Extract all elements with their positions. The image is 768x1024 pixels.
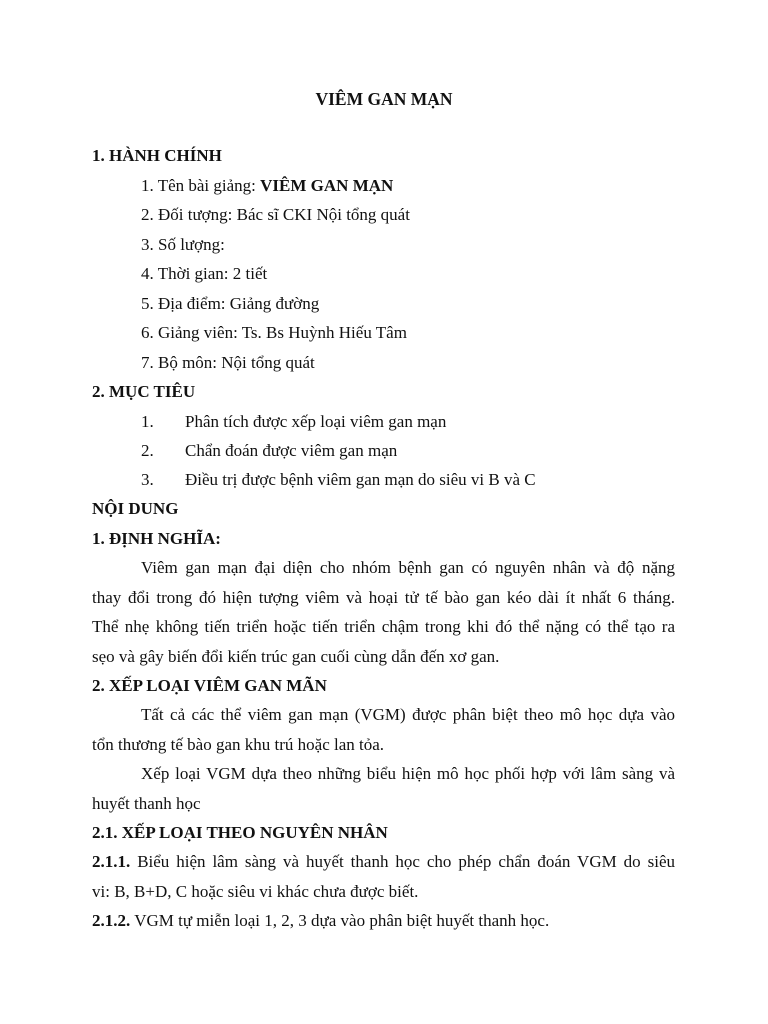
paragraph-line: Thể nhẹ không tiến triển hoặc tiến triển chậm trong khi đó thể nặng có thể tạo ra	[92, 617, 675, 636]
objective-number: 3.	[141, 470, 154, 489]
paragraph-line: huyết thanh học	[92, 794, 201, 813]
admin-item-duration: 4. Thời gian: 2 tiết	[141, 264, 268, 283]
admin-item-label: 1. Tên bài giảng:	[141, 176, 261, 195]
paragraph-line: sẹo và gây biến đổi kiến trúc gan cuối cùng dẫn đến xơ gan.	[92, 647, 500, 666]
admin-item-lecture-name	[141, 175, 393, 197]
subsection-text: VGM tự miễn loại 1, 2, 3 dựa vào phân biệt huyết thanh học.	[130, 911, 550, 930]
objective-text: Phân tích được xếp loại viêm gan mạn	[185, 412, 447, 431]
objective-item	[141, 411, 446, 433]
objective-number: 1.	[141, 412, 154, 431]
objective-text: Chẩn đoán được viêm gan mạn	[185, 441, 398, 460]
section-heading-by-cause: 2.1. XẾP LOẠI THEO NGUYÊN NHÂN	[92, 823, 388, 842]
admin-item-value: VIÊM GAN MẠN	[260, 176, 394, 195]
admin-item-quantity: 3. Số lượng:	[141, 235, 225, 254]
objective-item	[141, 440, 397, 462]
admin-item-lecturer: 6. Giảng viên: Ts. Bs Huỳnh Hiếu Tâm	[141, 323, 407, 342]
document-title: VIÊM GAN MẠN	[315, 89, 453, 109]
section-heading-definition: 1. ĐỊNH NGHĨA:	[92, 529, 221, 548]
paragraph-line: Viêm gan mạn đại diện cho nhóm bệnh gan có nguyên nhân và độ nặng	[141, 558, 675, 577]
content-heading: NỘI DUNG	[92, 499, 179, 518]
section-heading-objectives: 2. MỤC TIÊU	[92, 382, 196, 401]
paragraph-line: tổn thương tế bào gan khu trú hoặc lan tỏa.	[92, 735, 385, 754]
subsection-number: 2.1.1.	[92, 852, 131, 871]
paragraph-line: Xếp loại VGM dựa theo những biểu hiện mô học phối hợp với lâm sàng và	[141, 764, 675, 783]
section-heading-administration: 1. HÀNH CHÍNH	[92, 146, 222, 165]
subsection-text: Biểu hiện lâm sàng và huyết thanh học cho phép chẩn đoán VGM do siêu	[130, 852, 675, 871]
admin-item-department: 7. Bộ môn: Nội tổng quát	[141, 353, 315, 372]
paragraph-line: Tất cả các thể viêm gan mạn (VGM) được phân biệt theo mô học dựa vào	[141, 705, 675, 724]
admin-item-audience: 2. Đối tượng: Bác sĩ CKI Nội tổng quát	[141, 205, 410, 224]
objective-number: 2.	[141, 441, 154, 460]
subsection-item	[92, 910, 549, 932]
subsection-number: 2.1.2.	[92, 911, 131, 930]
objective-item	[141, 469, 536, 491]
paragraph-line: vi: B, B+D, C hoặc siêu vi khác chưa được biết.	[92, 882, 419, 901]
paragraph-line: thay đổi trong đó hiện tượng viêm và hoại tử tế bào gan kéo dài ít nhất 6 tháng.	[92, 588, 675, 607]
section-heading-classification: 2. XẾP LOẠI VIÊM GAN MÃN	[92, 676, 327, 695]
admin-item-location: 5. Địa điểm: Giảng đường	[141, 294, 320, 313]
subsection-item	[92, 851, 675, 873]
objective-text: Điều trị được bệnh viêm gan mạn do siêu vi B và C	[185, 470, 536, 489]
